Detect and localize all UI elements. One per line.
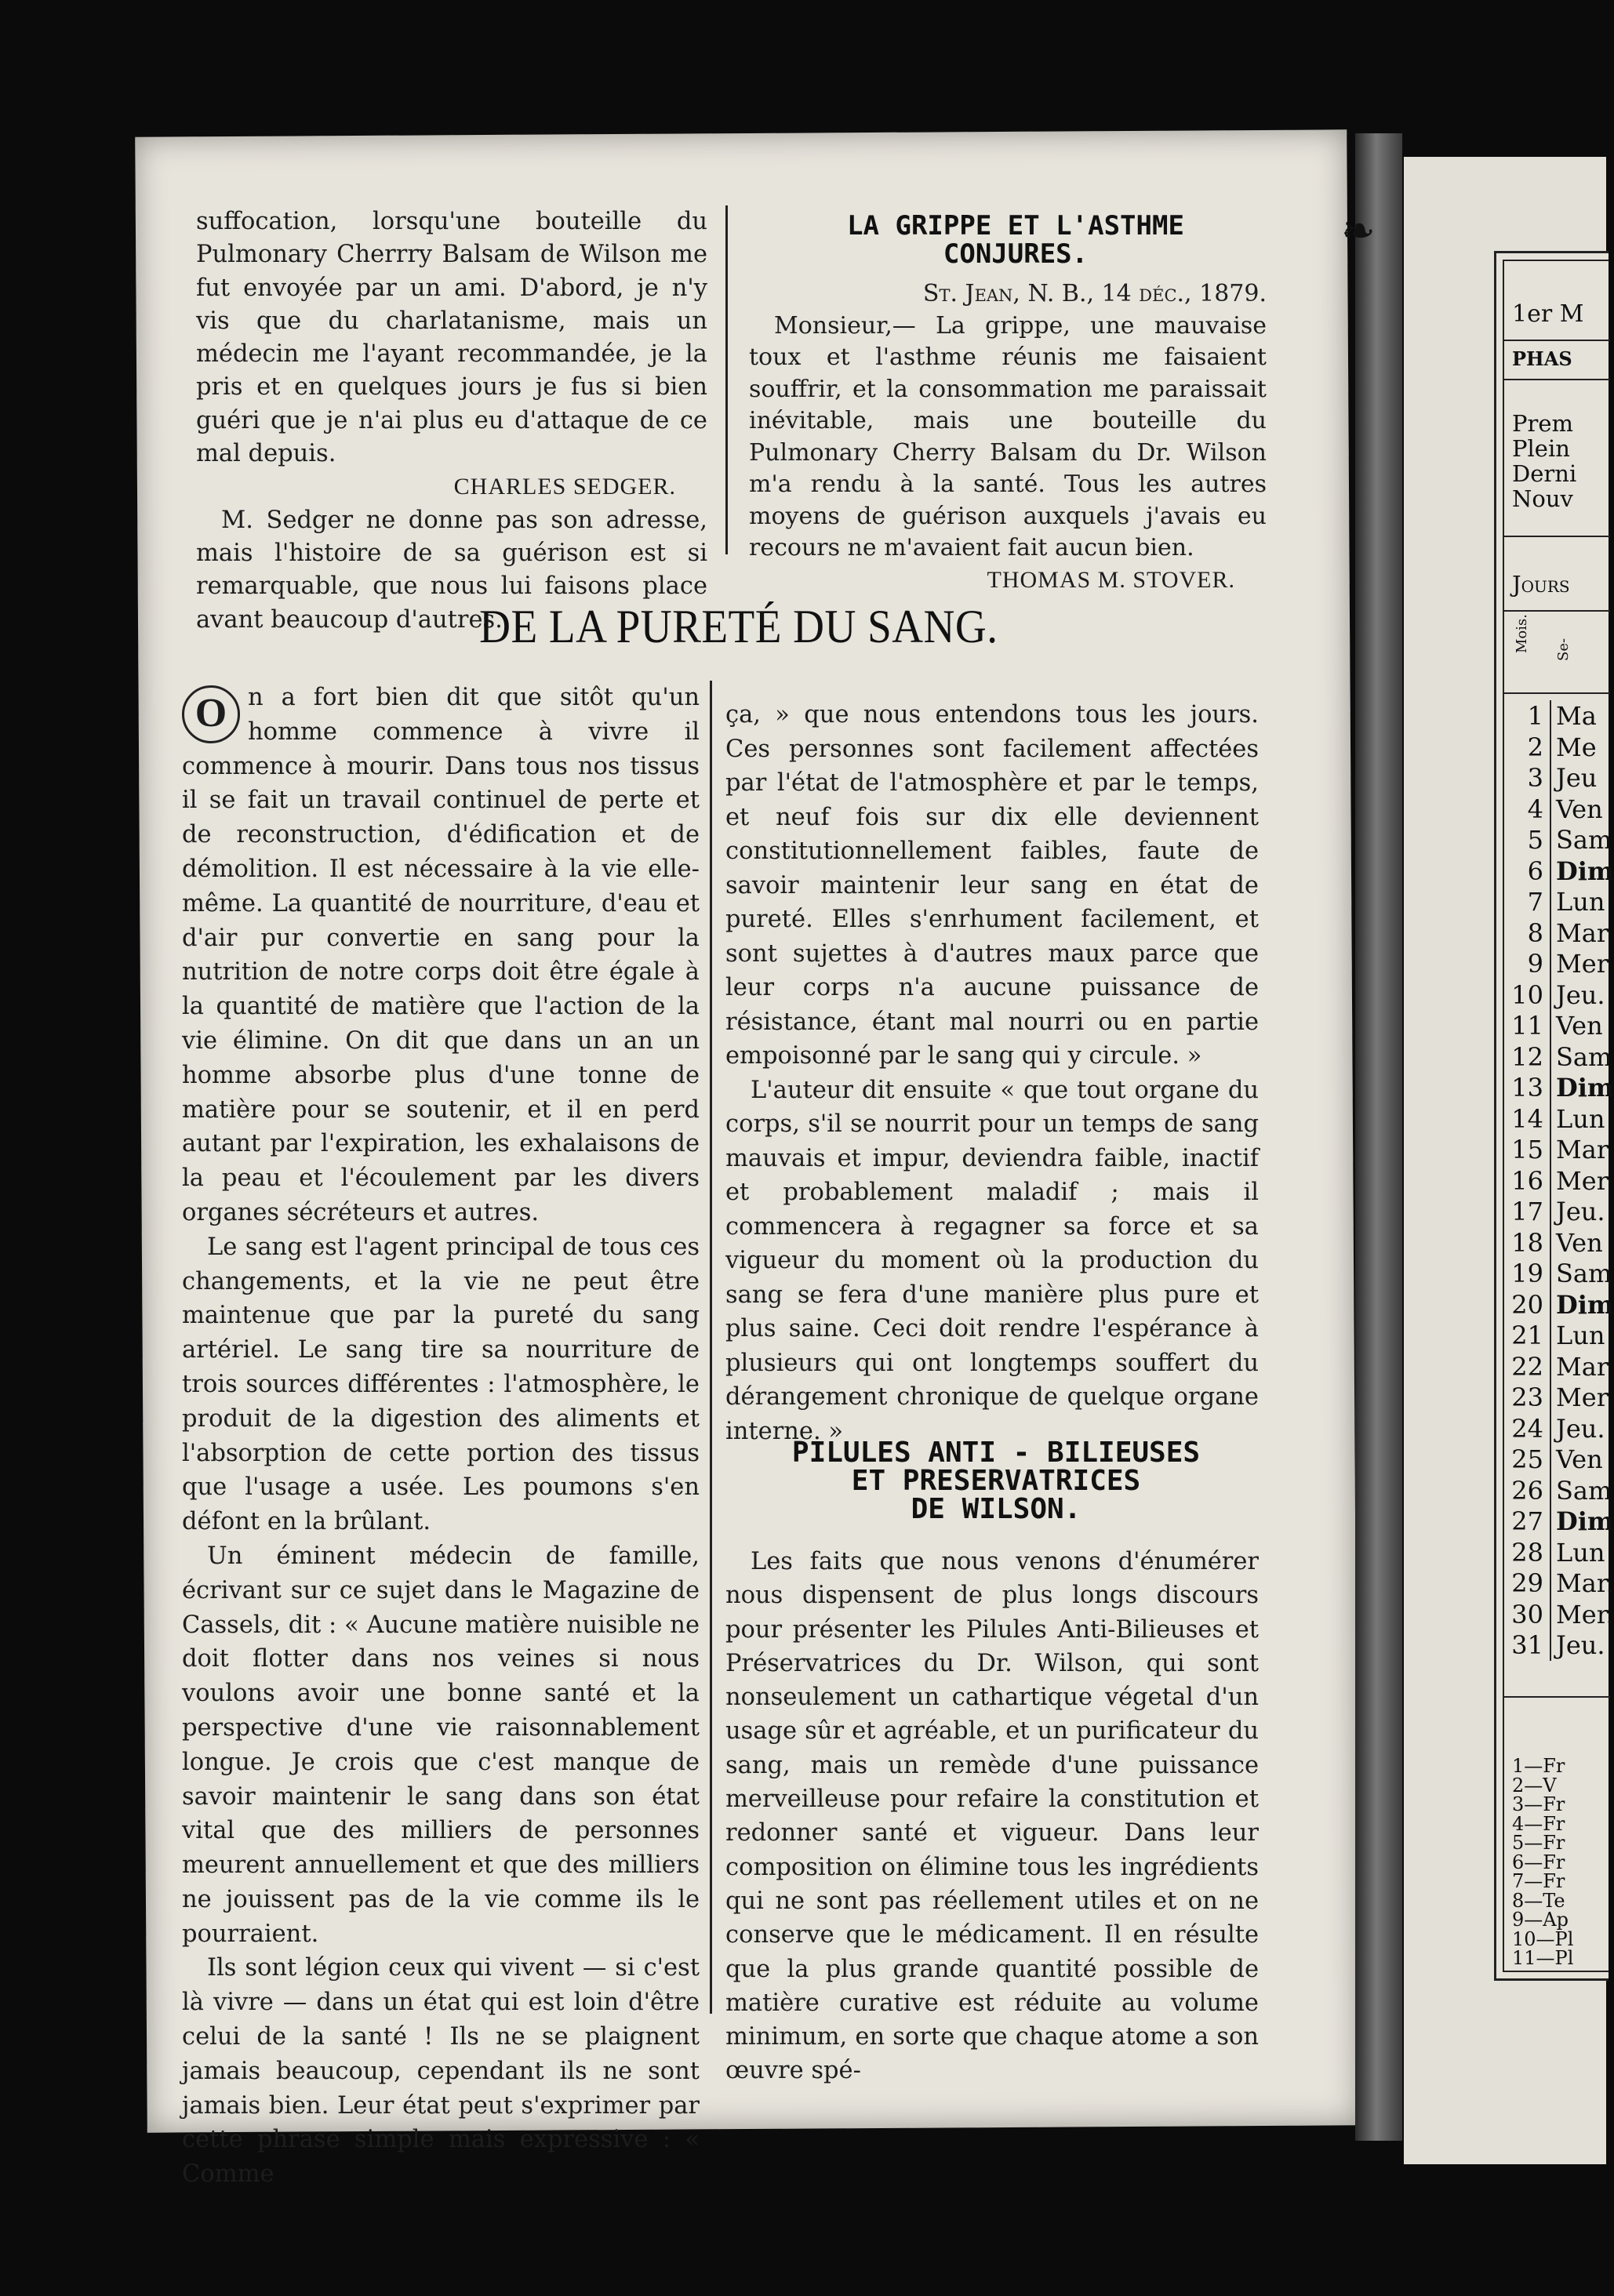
calendar-panel — [1494, 251, 1614, 1981]
calendar-list-item: 8—Te — [1512, 1889, 1565, 1912]
col-semaine: Se- — [1555, 638, 1572, 661]
pilules-title-line3: DE WILSON. — [911, 1493, 1081, 1525]
calendar-header: 1er M — [1512, 300, 1584, 328]
calendar-list-item: 6—Fr — [1512, 1851, 1565, 1873]
calendar-weekday: Dim — [1556, 1506, 1614, 1536]
calendar-day-row — [1504, 1227, 1610, 1259]
calendar-day-number: 25 — [1504, 1444, 1551, 1475]
calendar-weekday: Ven — [1556, 1444, 1603, 1474]
calendar-day-number: 28 — [1504, 1537, 1551, 1568]
calendar-list-item: 1—Fr — [1512, 1755, 1565, 1777]
article-paragraph-2: Le sang est l'agent principal de tous ces changements, et la vie ne peut être maintenue que par la pureté du sang artériel. Le sang tire sa nourriture de trois sources différentes : l'atmosphère, le produit de la digestion des aliments et l'absorption de cette portion des tissus que l'usage a usée. Les poumons s'en défont en la brûlant. — [182, 1233, 700, 1536]
calendar-weekday: Dim — [1556, 856, 1614, 886]
testimonial-stover — [749, 278, 1267, 596]
pilules-body: Les faits que nous venons d'énumérer nous dispensent de plus longs discours pour présenter les Pilules Anti-Bilieuses et Préservatrices du Dr. Wilson, qui sont nonseulement un cathartique végetal d'un usage sûr et agréable, et un purificateur du sang, mais un remède d'une puissance merveilleuse pour refaire la constitution et redonner santé et vigueur. Dans leur composition on élimine tous les ingrédients qui ne sont pas réellement utiles et on ne conserve que le médicament. Il en résulte que la plus grande quantité possible de matière curative est réduite au volume minimum, en sorte que chaque atome a son œuvre spé- — [725, 1548, 1259, 2085]
calendar-day-number: 29 — [1504, 1568, 1551, 1599]
book-gutter — [1355, 133, 1402, 2141]
calendar-list-item: 7—Fr — [1512, 1870, 1565, 1892]
calendar-weekday: Lun — [1556, 1103, 1605, 1134]
calendar-list-item: 11—Pl — [1512, 1947, 1574, 1969]
calendar-day-row — [1504, 1072, 1614, 1103]
calendar-day-row — [1504, 948, 1610, 979]
calendar-divider — [1504, 379, 1610, 380]
calendar-weekday: Mar — [1556, 917, 1609, 948]
calendar-day-row — [1504, 1320, 1610, 1351]
calendar-weekday: Mar. — [1556, 1568, 1614, 1598]
calendar-day-number: 13 — [1504, 1072, 1551, 1103]
calendar-day-number: 12 — [1504, 1041, 1551, 1073]
calendar-weekday: Mer — [1556, 1165, 1609, 1196]
calendar-divider — [1504, 536, 1610, 537]
calendar-weekday: Sam — [1556, 1041, 1612, 1072]
calendar-day-number: 7 — [1504, 886, 1551, 917]
calendar-list-item: 10—Pl — [1512, 1927, 1574, 1950]
calendar-day-row — [1504, 886, 1610, 917]
calendar-day-number: 11 — [1504, 1010, 1551, 1041]
calendar-day-row — [1504, 1041, 1610, 1073]
calendar-list-item: 5—Fr — [1512, 1832, 1565, 1854]
calendar-day-number: 21 — [1504, 1320, 1551, 1351]
dateline: St. Jean, N. B., 14 déc., 1879. — [922, 280, 1267, 307]
calendar-divider — [1504, 340, 1610, 341]
calendar-day-number: 22 — [1504, 1351, 1551, 1382]
calendar-day-row — [1504, 700, 1610, 732]
editor-note: M. Sedger ne donne pas son adresse, mais l'histoire de sa guérison est si remarquable, que nous lui faisons place avant beaucoup d'autres. — [196, 506, 707, 634]
calendar-day-row — [1504, 1103, 1610, 1135]
calendar-weekday: Dim — [1556, 1073, 1614, 1103]
ornament-icon: ❧ — [1341, 208, 1376, 255]
article-title: DE LA PURETÉ DU SANG. — [479, 601, 998, 652]
calendar-weekday: Ven — [1556, 794, 1603, 824]
calendar-day-row — [1504, 1382, 1610, 1413]
calendar-weekday: Ma — [1556, 701, 1597, 731]
calendar-day-row — [1504, 1289, 1614, 1321]
calendar-list-item: 3—Fr — [1512, 1793, 1565, 1815]
calendar-day-row — [1504, 1165, 1610, 1197]
calendar-day-row — [1504, 1629, 1610, 1661]
article-paragraph-4: Ils sont légion ceux qui vivent — si c'est là vivre — dans un état qui est loin d'être celui de la santé ! Ils ne se plaignent jamais beaucoup, cependant ils ne sont jamais bien. Leur état peut s'exprimer par cette phrase simple mais expressive : « Comme — [182, 1954, 700, 2189]
calendar-day-number: 1 — [1504, 700, 1551, 732]
calendar-day-row — [1504, 1196, 1610, 1227]
calendar-weekday: Jeu. — [1556, 1197, 1605, 1226]
article-paragraph-1 — [182, 681, 700, 1230]
calendar-day-number: 19 — [1504, 1258, 1551, 1289]
phase-3: Derni — [1512, 460, 1577, 487]
grippe-title — [745, 212, 1286, 268]
article-paragraph-3: Un éminent médecin de famille, écrivant sur ce sujet dans le Magazine de Cassels, dit : « Aucune matière nuisible ne doit flotter dans nos veines si nous voulons avoir une bonne santé et la perspective d'une vie raisonnablement longue. Je crois que c'est manque de savoir maintenir le sang dans son état vital que des milliers de personnes meurent annuellement et que des milliers ne jouissent pas de la vie comme ils le pourraient. — [182, 1542, 700, 1948]
calendar-day-row — [1504, 1506, 1614, 1537]
calendar-day-number: 10 — [1504, 979, 1551, 1011]
calendar-weekday: Lun — [1556, 1537, 1605, 1568]
calendar-day-number: 6 — [1504, 856, 1551, 887]
calendar-weekday: Me — [1556, 732, 1597, 762]
signature-stover: THOMAS M. STOVER. — [987, 566, 1235, 593]
phases-header: PHAS — [1512, 347, 1572, 370]
calendar-weekday: Dim — [1556, 1289, 1614, 1320]
jours-label: Jours — [1512, 571, 1570, 598]
calendar-weekday: Ven — [1556, 1011, 1603, 1041]
calendar-day-number: 2 — [1504, 732, 1551, 763]
calendar-weekday: Jeu — [1556, 763, 1598, 793]
calendar-day-row — [1504, 1351, 1610, 1382]
calendar-day-row — [1504, 794, 1610, 825]
calendar-weekday: Lun — [1556, 1321, 1605, 1350]
grippe-title-line2: CONJURES. — [943, 238, 1089, 270]
calendar-weekday: Jeu. — [1556, 1413, 1605, 1444]
calendar-day-row — [1504, 1134, 1610, 1165]
calendar-day-number: 18 — [1504, 1227, 1551, 1259]
calendar-weekday: Ven — [1556, 1227, 1603, 1258]
calendar-day-number: 27 — [1504, 1506, 1551, 1537]
calendar-weekday: Jeu. — [1556, 1630, 1605, 1660]
phase-2: Plein — [1512, 435, 1570, 462]
col-mois: Mois. — [1514, 614, 1530, 653]
grippe-title-line1: LA GRIPPE ET L'ASTHME — [847, 210, 1184, 242]
calendar-weekday: Sam — [1556, 1259, 1612, 1288]
calendar-day-number: 3 — [1504, 762, 1551, 794]
calendar-weekday: Jeu. — [1556, 979, 1605, 1010]
testimonial-paragraph: suffocation, lorsqu'une bouteille du Pulmonary Cherrry Balsam de Wilson me fut envoyée par un ami. D'abord, je n'y vis que du charlatanisme, mais un médecin me l'ayant recommandée, je la pris et en quelques jours je fus si bien guéri que je n'ai plus eu d'attaque de ce mal depuis. — [196, 208, 707, 468]
phase-4: Nouv — [1512, 485, 1573, 512]
signature-sedger: CHARLES SEDGER. — [453, 474, 676, 500]
pilules-column — [725, 1545, 1259, 2088]
pilules-title-line2: ET PRESERVATRICES — [851, 1465, 1141, 1497]
calendar-weekday: Mar — [1556, 1135, 1609, 1164]
calendar-day-number: 4 — [1504, 794, 1551, 825]
calendar-day-row — [1504, 732, 1610, 763]
article-paragraph-1-text: n a fort bien dit que sitôt qu'un homme commence à vivre il commence à mourir. Dans tous nos tissus il se fait un travail continuel de perte et de reconstruction, d'édification et de démolition. Il est nécessaire à la vie elle-même. La quantité de nourriture, d'eau et d'air pur convertie en sang pour la nutrition de notre corps doit être égale à la quantité de matière que l'action de la vie élimine. On dit que dans un an un homme absorbe plus d'une tonne de matière pour se soutenir, et il en perd autant par l'expiration, les exhalaisons de la peau et l'écoulement par les divers organes sécréteurs et autres. — [182, 684, 700, 1226]
calendar-weekday: Mer — [1556, 1382, 1609, 1412]
calendar-day-row — [1504, 1537, 1610, 1568]
calendar-day-row — [1504, 979, 1610, 1011]
calendar-day-row — [1504, 762, 1610, 794]
calendar-day-number: 24 — [1504, 1413, 1551, 1444]
article-left-column — [182, 681, 700, 2192]
calendar-day-row — [1504, 1444, 1610, 1475]
calendar-divider — [1504, 1696, 1610, 1698]
article-paragraph-6: L'auteur dit ensuite « que tout organe du corps, s'il se nourrit pour un temps de sang mauvais et impur, deviendra faible, inactif et probablement maladif ; mais il commencera à regagner sa force et sa vigueur du moment où la production du sang se fera d'une manière plus pure et plus saine. Ceci doit rendre l'espérance à plusieurs qui ont longtemps souffert du dérangement chronique de quelque organe interne. » — [725, 1076, 1259, 1445]
calendar-weekday: Sam — [1556, 1475, 1612, 1506]
calendar-day-row — [1504, 1258, 1610, 1289]
calendar-weekday: Mer. — [1556, 1599, 1614, 1629]
pilules-title-line1: PILULES ANTI - BILIEUSES — [791, 1437, 1201, 1469]
article-paragraph-5: ça, » que nous entendons tous les jours. Ces personnes sont facilement affectées par l'état de l'atmosphère et par le temps, et neuf fois sur dix elle deviennent constitutionnellement faibles, faute de savoir maintenir leur sang en état de pureté. Elles s'enrhument facilement, et sont sujettes à d'autres maux parce que leur corps n'a aucune puissance de résistance, étant mal nourri ou en partie empoisonné par le sang qui y circule. » — [725, 701, 1259, 1070]
calendar-day-row — [1504, 824, 1610, 856]
calendar-day-number: 16 — [1504, 1165, 1551, 1197]
calendar-list-item: 9—Ap — [1512, 1909, 1569, 1931]
dropcap: O — [182, 685, 240, 743]
calendar-list-item: 2—V — [1512, 1774, 1557, 1796]
calendar-day-number: 23 — [1504, 1382, 1551, 1413]
calendar-day-number: 20 — [1504, 1289, 1551, 1321]
calendar-day-number: 15 — [1504, 1134, 1551, 1165]
calendar-weekday: Mar — [1556, 1351, 1609, 1382]
calendar-day-number: 30 — [1504, 1599, 1551, 1630]
calendar-day-number: 31 — [1504, 1629, 1551, 1661]
calendar-weekday: Sam — [1556, 825, 1612, 855]
column-rule-main — [710, 681, 712, 2014]
phase-1: Prem — [1512, 410, 1574, 437]
calendar-divider — [1504, 692, 1610, 694]
calendar-day-row — [1504, 1413, 1610, 1444]
testimonial-sedger — [196, 205, 707, 637]
calendar-day-row — [1504, 1568, 1614, 1599]
calendar-weekday: Lun — [1556, 887, 1605, 917]
calendar-day-row — [1504, 856, 1614, 887]
calendar-day-number: 5 — [1504, 824, 1551, 856]
article-right-column — [725, 698, 1259, 1448]
pilules-title — [722, 1439, 1270, 1524]
calendar-day-number: 26 — [1504, 1475, 1551, 1506]
calendar-day-number: 8 — [1504, 917, 1551, 949]
calendar-day-row — [1504, 1599, 1614, 1630]
calendar-day-row — [1504, 1010, 1610, 1041]
calendar-list-item: 4—Fr — [1512, 1812, 1565, 1835]
calendar-day-number: 9 — [1504, 948, 1551, 979]
calendar-day-row — [1504, 917, 1610, 949]
stover-body: Monsieur,— La grippe, une mauvaise toux et l'asthme réunis me faisaient souffrir, et la consommation me paraissait inévitable, mais une bouteille du Pulmonary Cherry Balsam du Dr. Wilson m'a rendu à la santé. Tous les autres moyens de guérison auxquels j'avais eu recours ne m'avaient fait aucun bien. — [749, 311, 1267, 561]
calendar-day-row — [1504, 1475, 1610, 1506]
calendar-day-number: 17 — [1504, 1196, 1551, 1227]
calendar-day-number: 14 — [1504, 1103, 1551, 1135]
calendar-frame — [1503, 260, 1614, 1972]
column-rule-top — [725, 205, 728, 554]
calendar-weekday: Mer — [1556, 949, 1609, 979]
